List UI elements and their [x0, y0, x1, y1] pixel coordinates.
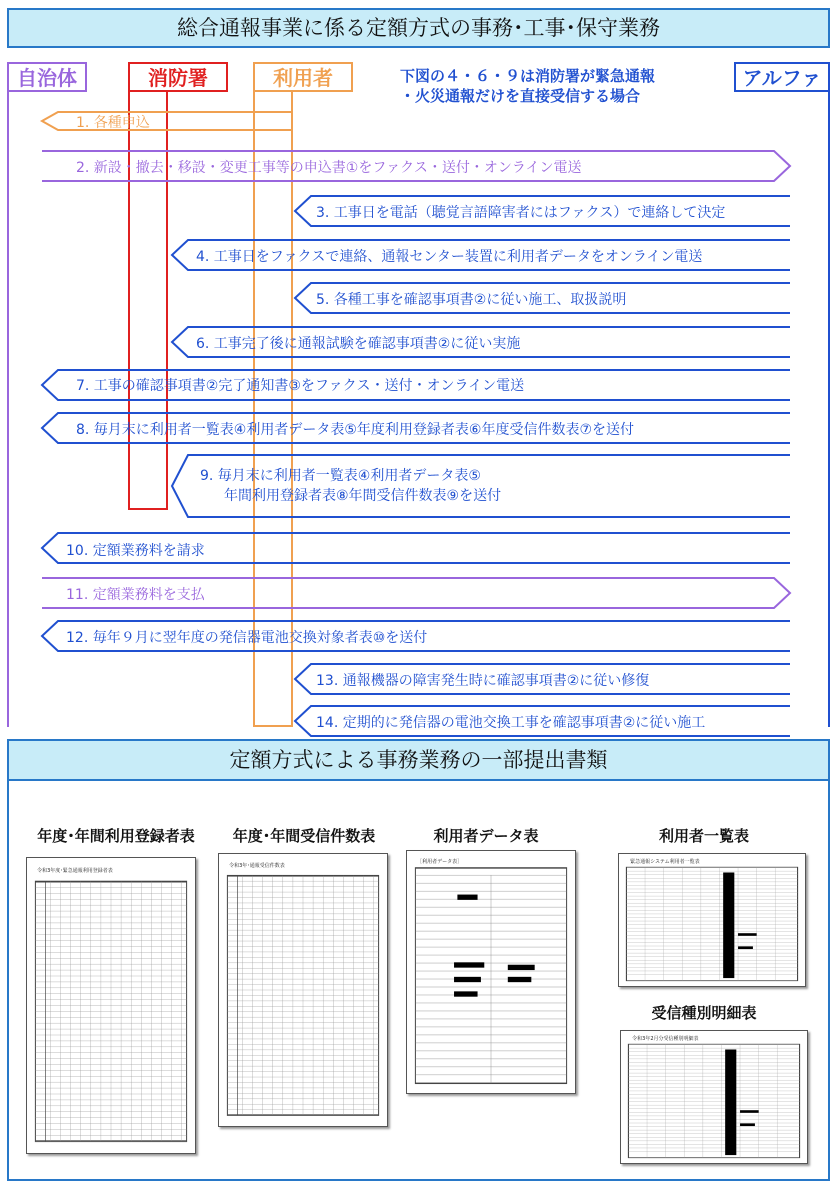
step-12-label: 12. 毎年９月に翌年度の発信器電池交換対象者表⑩を送付: [66, 630, 428, 646]
step-11-label: 11. 定額業務料を支払: [66, 587, 205, 603]
step-1-label: 1. 各種申込: [76, 115, 150, 131]
doc-receptions-sheet: 令和3年･通報受信件数表: [218, 853, 388, 1127]
step-3-label: 3. 工事日を電話（聴覚言語障害者にはファクス）で連絡して決定: [316, 205, 726, 221]
step-13-label: 13. 通報機器の障害発生時に確認事項書②に従い修復: [316, 673, 650, 689]
step-2-label: 2. 新設・撤去・移設・変更工事等の申込書①をファクス・送付・オンライン電送: [76, 160, 582, 176]
step-10-label: 10. 定額業務料を請求: [66, 543, 205, 559]
step-7-label: 7. 工事の確認事項書②完了通知書③をファクス・送付・オンライン電送: [76, 378, 525, 394]
doc-title-user-data: 利用者データ表: [433, 827, 539, 845]
actor-fire-department: 消防署: [128, 62, 228, 92]
step-6-label: 6. 工事完了後に通報試験を確認事項書②に従い実施: [196, 336, 521, 352]
doc-reception-detail-sheet: 令和3年2月分受信種別明細表: [620, 1030, 808, 1164]
flow-note: 下図の４・６・９は消防署が緊急通報 ・火災通報だけを直接受信する場合: [400, 67, 656, 105]
documents-title-banner: [7, 739, 830, 781]
step-5-label: 5. 各種工事を確認事項書②に従い施工、取扱説明: [316, 292, 627, 308]
doc-title-reception-detail: 受信種別明細表: [651, 1004, 757, 1022]
doc-user-list-sheet: 緊急通報システム利用者一覧表: [618, 853, 806, 987]
step-4-label: 4. 工事日をファクスで連絡、通報センター装置に利用者データをオンライン電送: [196, 249, 703, 265]
step-9-label: 9. 毎月末に利用者一覧表④利用者データ表⑤ 年間利用登録者表⑧年間受信件数表⑨を送付: [200, 468, 502, 504]
doc-user-data-sheet: ［利用者データ表］: [406, 850, 576, 1094]
step-14-label: 14. 定期的に発信器の電池交換工事を確認事項書②に従い施工: [316, 715, 706, 731]
step-8-label: 8. 毎月末に利用者一覧表④利用者データ表⑤年度利用登録者表⑥年度受信件数表⑦を送付: [76, 422, 635, 438]
flow-title: 総合通報事業に係る定額方式の事務･工事･保守業務: [177, 16, 660, 40]
actor-user: 利用者: [253, 62, 353, 92]
actor-alpha: アルファ: [734, 62, 830, 92]
documents-title: 定額方式による事務業務の一部提出書類: [229, 748, 608, 772]
actor-municipality: 自治体: [7, 62, 87, 92]
doc-registrants-sheet: 令和3年度･緊急通報利用登録者表: [26, 857, 196, 1154]
doc-title-receptions: 年度･年間受信件数表: [232, 827, 376, 845]
doc-title-user-list: 利用者一覧表: [658, 827, 749, 845]
doc-title-registrants: 年度･年間利用登録者表: [37, 827, 195, 845]
